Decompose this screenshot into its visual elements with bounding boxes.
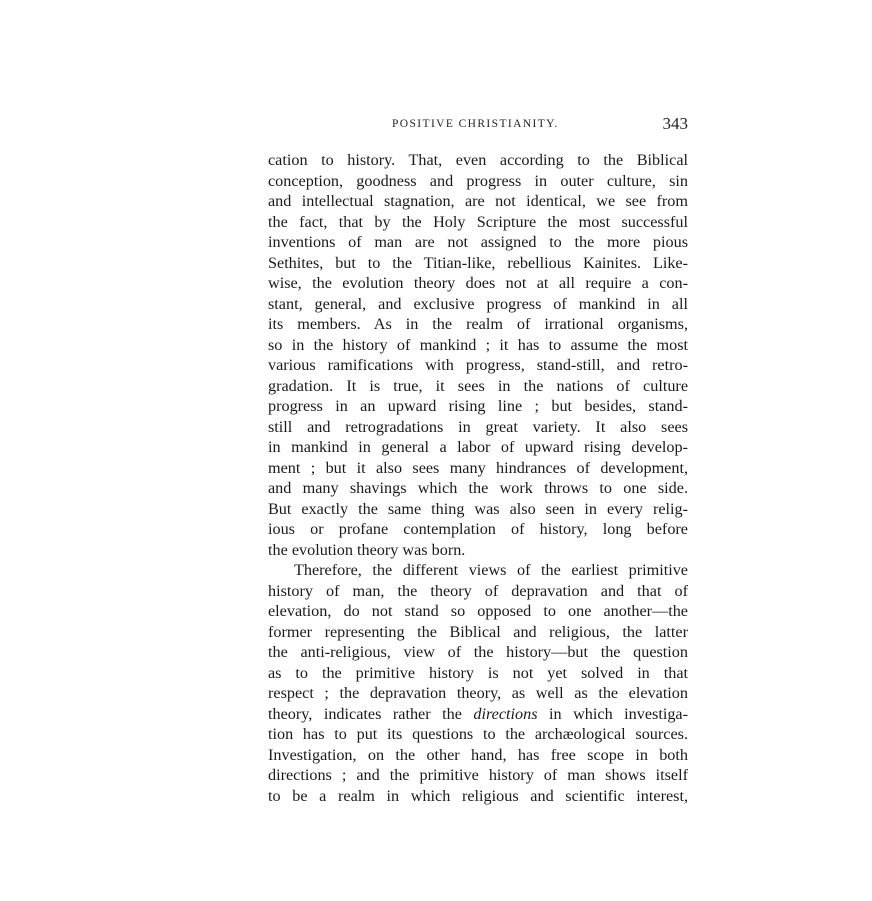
- text-line: cation to history. That, even according to the Biblical: [268, 151, 688, 169]
- text-line: as to the primitive history is not yet solved in that: [268, 663, 688, 682]
- text-line: gradation. It is true, it sees in the nations of culture: [268, 376, 688, 395]
- text-line: progress in an upward rising line ; but besides, stand-: [268, 397, 688, 415]
- text-line: the fact, that by the Holy Scripture the most successful: [268, 212, 688, 231]
- text-line: the anti-religious, view of the history—but the question: [268, 643, 688, 661]
- text-segment: theory, indicates rather the: [268, 704, 474, 723]
- text-line: respect ; the depravation theory, as well as the elevation: [268, 684, 688, 702]
- text-line: wise, the evolution theory does not at all require a con-: [268, 274, 688, 292]
- body-text: [268, 150, 688, 806]
- text-line-with-italic: [268, 704, 688, 725]
- text-line: so in the history of mankind ; it has to assume the most: [268, 335, 688, 354]
- running-head: [268, 114, 688, 136]
- text-line: its members. As in the realm of irrational organisms,: [268, 315, 688, 333]
- text-line: tion has to put its questions to the archæological sources.: [268, 725, 688, 743]
- text-line: Investigation, on the other hand, has free scope in both: [268, 745, 688, 764]
- text-line: various ramifications with progress, stand-still, and retro-: [268, 356, 688, 374]
- italic-word: directions: [473, 704, 538, 723]
- text-line: elevation, do not stand so opposed to one another—the: [268, 602, 688, 620]
- text-line: in mankind in general a labor of upward rising develop-: [268, 438, 688, 456]
- text-line: and intellectual stagnation, are not identical, we see from: [268, 192, 688, 210]
- running-title: POSITIVE CHRISTIANITY.: [392, 118, 559, 130]
- text-line: ment ; but it also sees many hindrances of development,: [268, 458, 688, 477]
- text-line: former representing the Biblical and religious, the latter: [268, 622, 688, 641]
- page-number: 343: [662, 114, 688, 133]
- text-line: still and retrogradations in great variety. It also sees: [268, 417, 688, 436]
- text-line: history of man, the theory of depravation and that of: [268, 581, 688, 600]
- text-line: Sethites, but to the Titian-like, rebellious Kainites. Like-: [268, 253, 688, 272]
- text-line: to be a realm in which religious and scientific interest,: [268, 786, 688, 805]
- text-segment: in which investiga-: [537, 704, 688, 723]
- text-line: stant, general, and exclusive progress of mankind in all: [268, 294, 688, 313]
- text-line: inventions of man are not assigned to the more pious: [268, 233, 688, 251]
- text-line: directions ; and the primitive history of man shows itself: [268, 766, 688, 784]
- text-line: ious or profane contemplation of history, long before: [268, 520, 688, 538]
- paragraph-start-line: Therefore, the different views of the earliest primitive: [294, 561, 688, 579]
- paragraph-end-line: the evolution theory was born.: [268, 540, 466, 559]
- text-line: and many shavings which the work throws to one side.: [268, 479, 688, 497]
- text-line: conception, goodness and progress in outer culture, sin: [268, 171, 688, 190]
- text-line: But exactly the same thing was also seen in every relig-: [268, 499, 688, 518]
